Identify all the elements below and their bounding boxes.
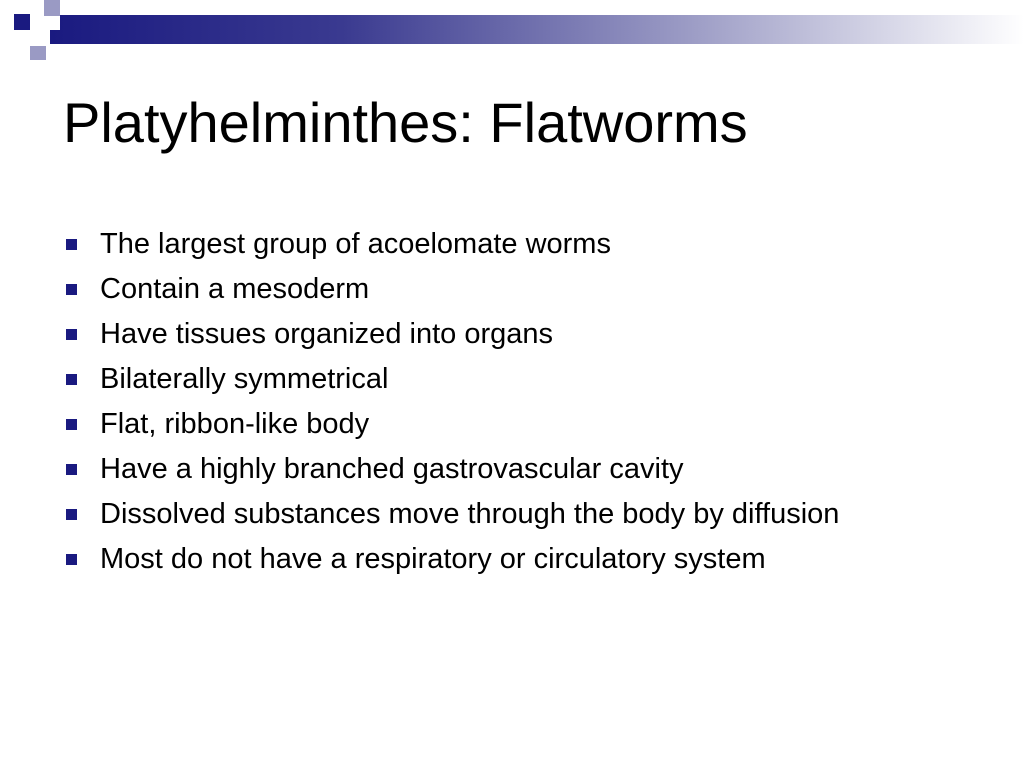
square-bullet-icon	[66, 239, 77, 250]
decorative-square	[14, 14, 30, 30]
decorative-square	[44, 0, 60, 16]
bullet-text: Contain a mesoderm	[100, 273, 370, 305]
bullet-item	[63, 496, 963, 532]
square-bullet-icon	[66, 374, 77, 385]
bullet-item	[63, 271, 963, 307]
bullet-text: Have tissues organized into organs	[100, 318, 553, 350]
bullet-item	[63, 451, 963, 487]
square-bullet-icon	[66, 509, 77, 520]
bullet-text: Most do not have a respiratory or circulatory system	[100, 543, 766, 575]
square-bullet-icon	[66, 284, 77, 295]
slide-title: Platyhelminthes: Flatworms	[63, 91, 748, 154]
decorative-square	[30, 30, 46, 46]
bullet-text: Dissolved substances move through the body by diffusion	[100, 498, 840, 530]
square-bullet-icon	[66, 419, 77, 430]
decorative-square	[30, 46, 46, 60]
bullet-text: Bilaterally symmetrical	[100, 363, 389, 395]
bullet-text: Flat, ribbon-like body	[100, 408, 370, 440]
square-bullet-icon	[66, 554, 77, 565]
bullet-text: The largest group of acoelomate worms	[100, 228, 611, 260]
bullet-list	[63, 226, 963, 586]
bullet-item	[63, 406, 963, 442]
bullet-item	[63, 316, 963, 352]
bullet-text: Have a highly branched gastrovascular cavity	[100, 453, 684, 485]
bullet-item	[63, 226, 963, 262]
square-bullet-icon	[66, 464, 77, 475]
bullet-item	[63, 541, 963, 577]
square-bullet-icon	[66, 329, 77, 340]
decorative-square	[0, 0, 14, 14]
header-gradient-bar	[50, 15, 1024, 44]
decorative-square	[44, 16, 60, 30]
bullet-item	[63, 361, 963, 397]
